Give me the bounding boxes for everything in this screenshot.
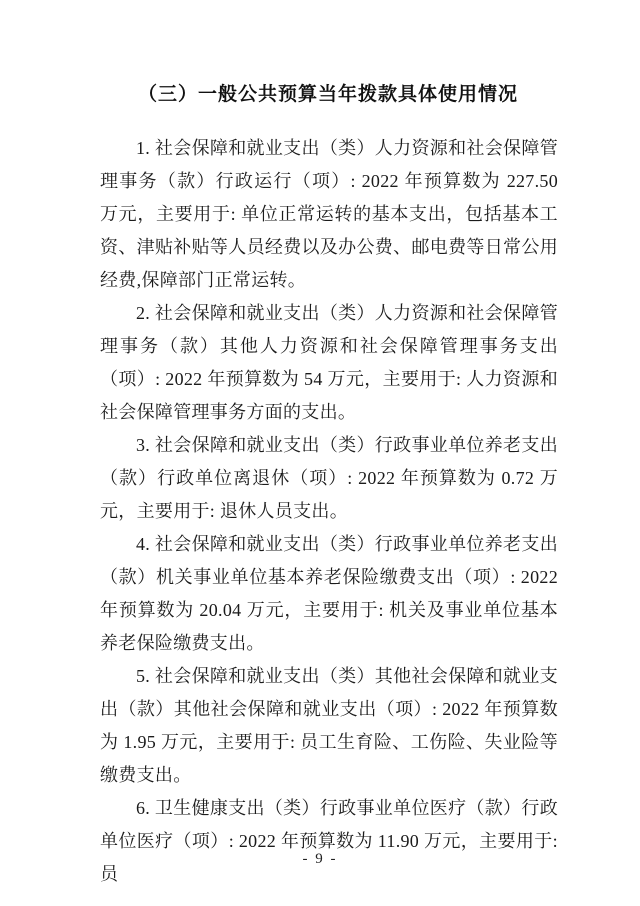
body-paragraph-2: 2. 社会保障和就业支出（类）人力资源和社会保障管理事务（款）其他人力资源和社会保障管理事务支出（项）: 2022 年预算数为 54 万元，主要用于: 人力资源和社会保障管理事务方面的支出。: [100, 303, 558, 422]
body-paragraph-3: 3. 社会保障和就业支出（类）行政事业单位养老支出（款）行政单位离退休（项）: 2022 年预算数为 0.72 万元，主要用于: 退休人员支出。: [100, 435, 558, 521]
body-paragraph-5: 5. 社会保障和就业支出（类）其他社会保障和就业支出（款）其他社会保障和就业支出（项）: 2022 年预算数为 1.95 万元，主要用于: 员工生育险、工伤险、失业险等缴费支出。: [100, 666, 558, 785]
body-paragraph-4: 4. 社会保障和就业支出（类）行政事业单位养老支出（款）机关事业单位基本养老保险缴费支出（项）: 2022 年预算数为 20.04 万元，主要用于: 机关及事业单位基本养老保险缴费支出。: [100, 534, 558, 653]
document-body: [100, 132, 558, 891]
section-heading: （三）一般公共预算当年拨款具体使用情况: [138, 84, 519, 105]
body-paragraph-1: 1. 社会保障和就业支出（类）人力资源和社会保障管理事务（款）行政运行（项）: 2022 年预算数为 227.50 万元，主要用于: 单位正常运转的基本支出，包括基本工资、津贴补贴等人员经费以及办公费、邮电费等日常公用经费,保障部门正常运转。: [100, 138, 558, 290]
page-number: - 9 -: [302, 851, 338, 867]
document-content: [100, 80, 558, 891]
body-paragraph-6: 6. 卫生健康支出（类）行政事业单位医疗（款）行政单位医疗（项）: 2022 年预算数为 11.90 万元，主要用于: 员: [100, 798, 558, 884]
